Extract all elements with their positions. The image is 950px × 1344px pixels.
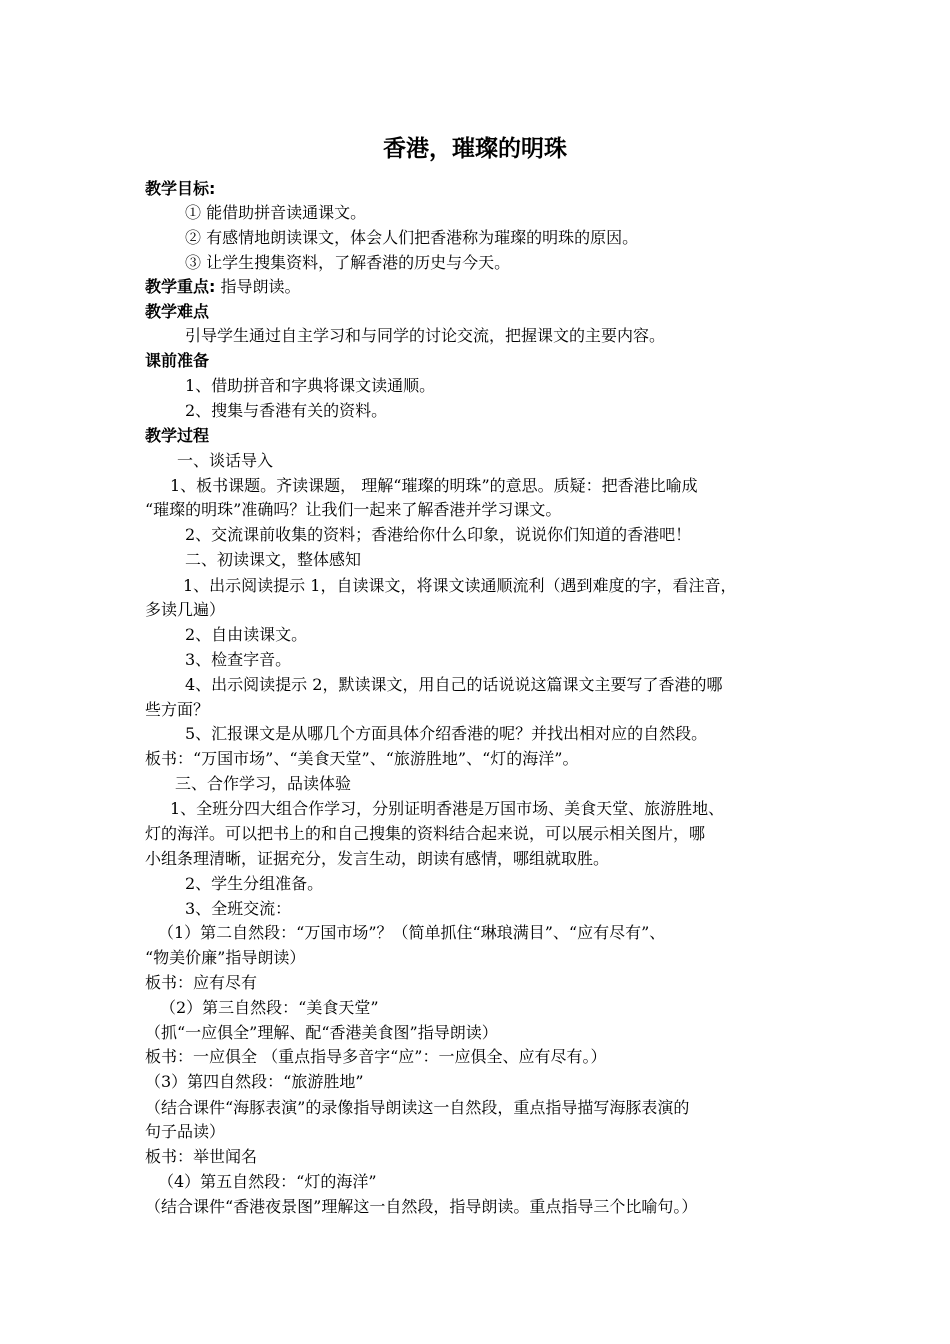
line-text: 2、学生分组准备。 [185,874,324,893]
text-line [177,449,273,473]
text-line [170,797,724,821]
document-title: 香港，璀璨的明珠 [383,136,567,162]
text-line [145,747,578,771]
text-line [145,971,257,995]
line-text: 1、全班分四大组合作学习，分别证明香港是万国市场、美食天堂、旅游胜地、 [170,799,725,818]
line-text: 句子品读） [145,1122,226,1141]
line-text: （2）第三自然段：“美食天堂” [160,998,379,1017]
line-text: 三、合作学习，品读体验 [175,774,352,793]
text-line [185,623,307,647]
section-heading: 教学过程 [145,426,210,445]
line-text: 2、交流课前收集的资料；香港给你什么印象，说说你们知道的香港吧！ [185,525,692,544]
text-line [145,349,209,373]
text-line [158,1170,377,1194]
line-text: （结合课件“香港夜景图”理解这一自然段，指导朗读。重点指导三个比喻句。） [145,1197,698,1216]
section-heading: 教学难点 [145,302,210,321]
line-text: “璀璨的明珠”准确吗？让我们一起来了解香港并学习课文。 [145,500,562,519]
line-text: 4、出示阅读提示 2，默读课文，用自己的话说说这篇课文主要写了香港的哪 [185,675,723,694]
text-line [185,648,291,672]
text-line [145,300,209,324]
line-text: （4）第五自然段：“灯的海洋” [158,1172,377,1191]
line-text: 1、出示阅读提示 1，自读课文，将课文读通顺流利（遇到难度的字，看注音， [183,576,737,595]
text-line [185,399,387,423]
text-line [145,946,305,970]
line-text: 板书：举世闻名 [145,1147,258,1166]
text-line [170,474,698,498]
line-text: 3、全班交流： [185,899,292,918]
line-text: 5、汇报课文是从哪几个方面具体介绍香港的呢？并找出相对应的自然段。 [185,724,708,743]
line-text: 板书：“万国市场”、“美食天堂”、“旅游胜地”、“灯的海洋”。 [145,749,579,768]
text-line [145,847,609,871]
line-text: 2、搜集与香港有关的资料。 [185,401,388,420]
text-line [145,498,561,522]
line-text: 1、板书课题。齐读课题， 理解“璀璨的明珠”的意思。质疑：把香港比喻成 [170,476,698,495]
text-line [185,226,638,250]
line-text: ② 有感情地朗读课文，体会人们把香港称为璀璨的明珠的原因。 [185,228,639,247]
line-text: 1、借助拼音和字典将课文读通顺。 [185,376,436,395]
line-text: 指导朗读。 [215,277,301,296]
text-line [145,1070,364,1094]
text-line [185,324,665,348]
text-line [185,374,435,398]
text-line [145,424,209,448]
text-line [145,1195,697,1219]
line-text: （1）第二自然段：“万国市场”？（简单抓住“琳琅满目”、“应有尽有”、 [158,923,666,942]
line-text: “物美价廉”指导朗读） [145,948,306,967]
line-text: ③ 让学生搜集资料，了解香港的历史与今天。 [185,253,511,272]
line-text: （结合课件“海豚表演”的录像指导朗读这一自然段，重点指导描写海豚表演的 [145,1098,690,1117]
text-line [158,921,665,945]
text-line [145,1045,606,1069]
section-heading: 教学重点: [145,277,216,296]
text-line [183,574,736,598]
text-line [175,772,351,796]
line-text: 引导学生通过自主学习和与同学的讨论交流，把握课文的主要内容。 [185,326,666,345]
text-line [145,1096,689,1120]
line-text: 3、检查字音。 [185,650,292,669]
section-heading: 课前准备 [145,351,210,370]
text-line [145,1145,257,1169]
line-text: 多读几遍） [145,600,226,619]
text-line [185,201,366,225]
text-line [145,698,209,722]
line-text: 板书：一应俱全 （重点指导多音字“应”：一应俱全、应有尽有。） [145,1047,607,1066]
line-text: （3）第四自然段：“旅游胜地” [145,1072,364,1091]
text-line [145,1021,498,1045]
line-text: （抓“一应俱全”理解、配“香港美食图”指导朗读） [145,1023,498,1042]
line-text: ① 能借助拼音读通课文。 [185,203,367,222]
line-text: 小组条理清晰，证据充分，发言生动，朗读有感情，哪组就取胜。 [145,849,610,868]
text-line [185,722,707,746]
section-heading: 教学目标: [145,179,216,198]
line-text: 板书：应有尽有 [145,973,258,992]
line-text: 一、谈话导入 [177,451,274,470]
text-line [160,996,379,1020]
text-line [185,673,722,697]
text-line [185,872,323,896]
text-line [145,822,705,846]
text-line [145,177,215,201]
line-text: 二、初读课文，整体感知 [185,550,362,569]
text-line [185,523,691,547]
text-line [145,1120,225,1144]
text-line [145,598,225,622]
line-text: 2、自由读课文。 [185,625,308,644]
text-line [185,897,291,921]
text-line [185,548,361,572]
line-text: 些方面？ [145,700,210,719]
text-line [145,275,301,299]
text-line [185,251,510,275]
line-text: 灯的海洋。可以把书上的和自己搜集的资料结合起来说，可以展示相关图片，哪 [145,824,706,843]
